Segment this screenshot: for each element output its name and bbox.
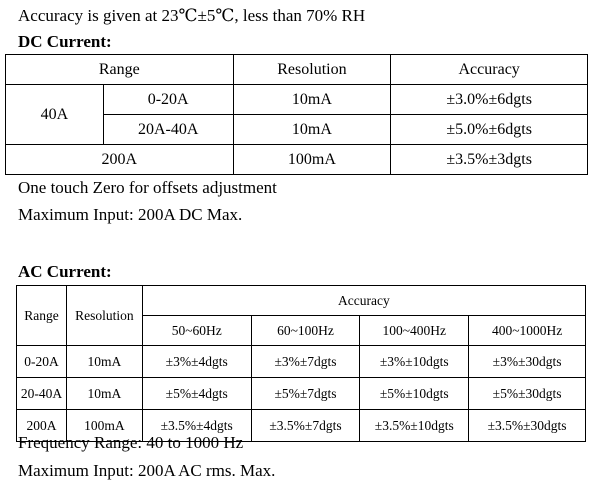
range-cell: 20-40A bbox=[17, 378, 67, 410]
accuracy-header: Accuracy bbox=[391, 55, 588, 85]
accuracy-cell: ±3%±7dgts bbox=[251, 346, 360, 378]
accuracy-cell: ±3.5%±7dgts bbox=[251, 410, 360, 442]
dc-current-table bbox=[5, 54, 588, 175]
resolution-header: Resolution bbox=[233, 55, 391, 85]
accuracy-cell: ±3%±10dgts bbox=[360, 346, 469, 378]
accuracy-conditions: Accuracy is given at 23℃±5℃, less than 70% RH bbox=[18, 6, 366, 25]
accuracy-cell: ±5%±7dgts bbox=[251, 378, 360, 410]
table-header-row bbox=[6, 55, 588, 85]
subrange-cell: 0-20A bbox=[103, 85, 233, 115]
table-row bbox=[17, 346, 586, 378]
accuracy-cell: ±5.0%±6dgts bbox=[391, 115, 588, 145]
accuracy-cell: ±3.5%±3dgts bbox=[391, 145, 588, 175]
range-header: Range bbox=[6, 55, 234, 85]
frequency-range-note: Frequency Range: 40 to 1000 Hz bbox=[18, 433, 244, 452]
resolution-cell: 100mA bbox=[233, 145, 391, 175]
accuracy-cell: ±3.5%±10dgts bbox=[360, 410, 469, 442]
dc-max-input-note: Maximum Input: 200A DC Max. bbox=[18, 205, 243, 224]
table-row bbox=[6, 85, 588, 115]
accuracy-header: Accuracy bbox=[142, 286, 585, 316]
table-row bbox=[17, 378, 586, 410]
dc-current-heading: DC Current: bbox=[18, 32, 112, 51]
frequency-band-header: 400~1000Hz bbox=[469, 316, 586, 346]
resolution-cell: 10mA bbox=[66, 378, 142, 410]
range-cell: 200A bbox=[17, 410, 67, 442]
subrange-cell: 20A-40A bbox=[103, 115, 233, 145]
table-header-row bbox=[17, 286, 586, 316]
accuracy-cell: ±3.0%±6dgts bbox=[391, 85, 588, 115]
zero-adjust-note: One touch Zero for offsets adjustment bbox=[18, 178, 277, 197]
range-cell: 0-20A bbox=[17, 346, 67, 378]
frequency-band-header: 50~60Hz bbox=[142, 316, 251, 346]
accuracy-cell: ±3.5%±4dgts bbox=[142, 410, 251, 442]
table-row bbox=[6, 145, 588, 175]
resolution-cell: 10mA bbox=[66, 346, 142, 378]
accuracy-cell: ±3%±30dgts bbox=[469, 346, 586, 378]
range-cell: 200A bbox=[6, 145, 234, 175]
accuracy-cell: ±3%±4dgts bbox=[142, 346, 251, 378]
range-group-cell: 40A bbox=[6, 85, 104, 145]
accuracy-cell: ±5%±10dgts bbox=[360, 378, 469, 410]
resolution-header: Resolution bbox=[66, 286, 142, 346]
ac-max-input-note: Maximum Input: 200A AC rms. Max. bbox=[18, 461, 276, 480]
resolution-cell: 100mA bbox=[66, 410, 142, 442]
frequency-band-header: 60~100Hz bbox=[251, 316, 360, 346]
ac-current-heading: AC Current: bbox=[18, 262, 112, 281]
accuracy-cell: ±3.5%±30dgts bbox=[469, 410, 586, 442]
frequency-band-header: 100~400Hz bbox=[360, 316, 469, 346]
accuracy-cell: ±5%±30dgts bbox=[469, 378, 586, 410]
accuracy-cell: ±5%±4dgts bbox=[142, 378, 251, 410]
range-header: Range bbox=[17, 286, 67, 346]
ac-current-table bbox=[16, 285, 586, 442]
resolution-cell: 10mA bbox=[233, 85, 391, 115]
resolution-cell: 10mA bbox=[233, 115, 391, 145]
